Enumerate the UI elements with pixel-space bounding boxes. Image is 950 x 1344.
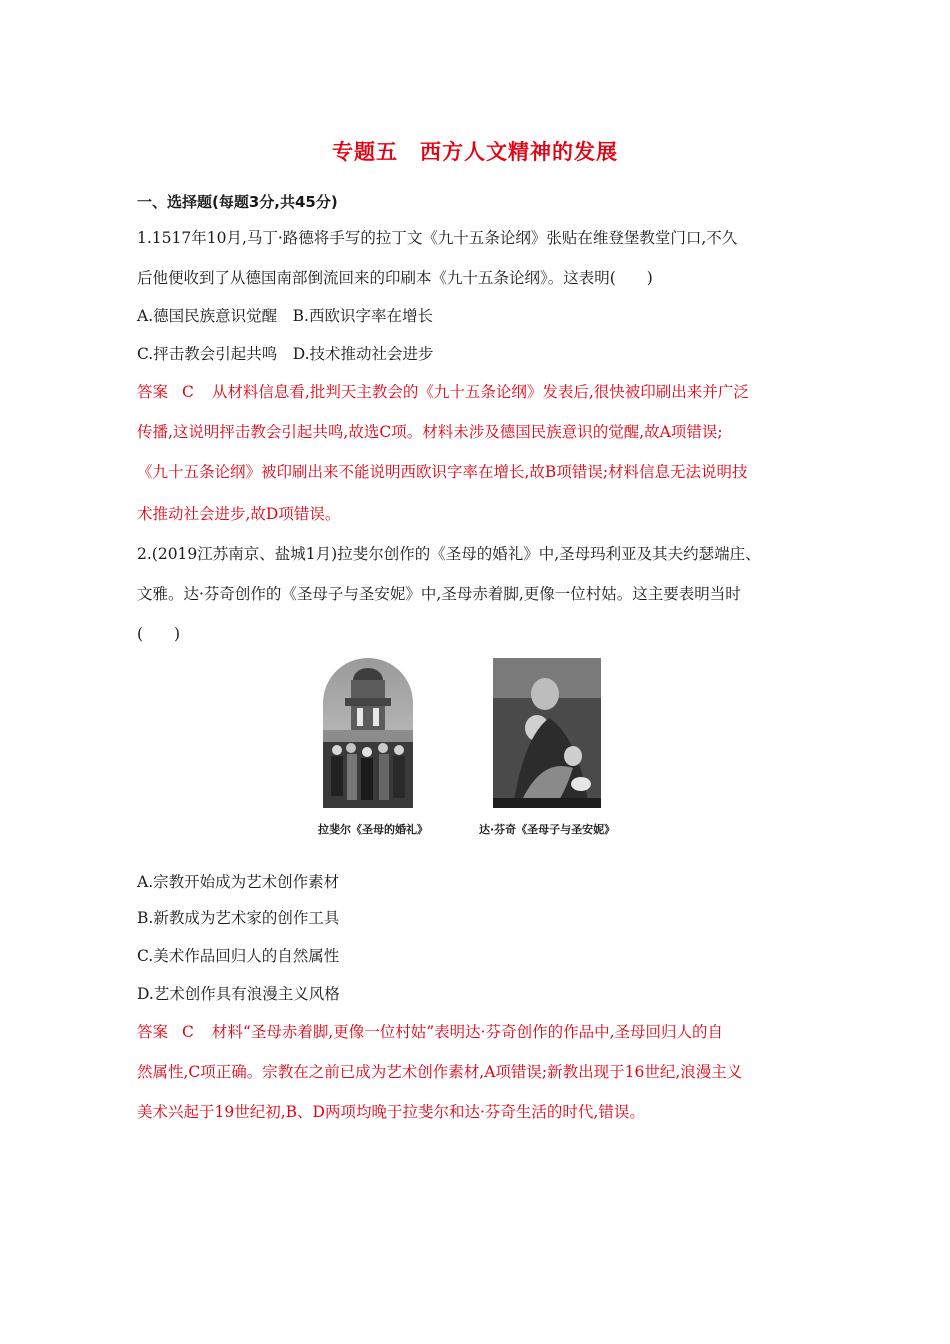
q1-analysis-1: 从材料信息看,批判天主教会的《九十五条论纲》发表后,很快被印刷出来并广泛 [211, 383, 749, 401]
page-title: 专题五 西方人文精神的发展 [332, 140, 618, 164]
q1-stem-line-1: 1.1517年10月,马丁·路德将手写的拉丁文《九十五条论纲》张贴在维登堡教堂门口,不久 [137, 229, 738, 247]
painting-raphael [323, 658, 413, 812]
section-heading: 一、选择题(每题3分,共45分) [137, 193, 338, 211]
q1-analysis-line-4: 术推动社会进步,故D项错误。 [137, 505, 341, 523]
painting-raphael-image [323, 658, 413, 808]
q2-analysis-1: 材料“圣母赤着脚,更像一位村姑”表明达·芬奇创作的作品中,圣母回归人的自 [211, 1023, 724, 1041]
painting-davinci [493, 658, 601, 812]
q1-analysis-line-2: 传播,这说明抨击教会引起共鸣,故选C项。材料未涉及德国民族意识的觉醒,故A项错误; [137, 423, 723, 441]
figure-left-caption: 拉斐尔《圣母的婚礼》 [318, 823, 428, 836]
q1-answer-label: 答案 [137, 383, 169, 401]
q2-option-a: A.宗教开始成为艺术创作素材 [137, 873, 340, 891]
q2-stem-line-3: ( ) [137, 625, 181, 643]
q1-options-line-1: A.德国民族意识觉醒 B.西欧识字率在增长 [137, 307, 433, 325]
q2-answer-line [137, 1021, 817, 1043]
q2-analysis-line-2: 然属性,C项正确。宗教在之前已成为艺术创作素材,A项错误;新教出现于16世纪,浪漫主义 [137, 1063, 743, 1081]
q1-analysis-line-3: 《九十五条论纲》被印刷出来不能说明西欧识字率在增长,故B项错误;材料信息无法说明技 [137, 463, 748, 481]
q1-options-line-2: C.抨击教会引起共鸣 D.技术推动社会进步 [137, 345, 434, 363]
q2-stem-line-1: 2.(2019江苏南京、盐城1月)拉斐尔创作的《圣母的婚礼》中,圣母玛利亚及其夫约瑟端庄、 [137, 545, 761, 563]
q2-analysis-line-3: 美术兴起于19世纪初,B、D两项均晚于拉斐尔和达·芬奇生活的时代,错误。 [137, 1103, 645, 1121]
q1-stem-line-2: 后他便收到了从德国南部倒流回来的印刷本《九十五条论纲》。这表明( ) [137, 269, 653, 287]
painting-davinci-image [493, 658, 601, 808]
q2-option-d: D.艺术创作具有浪漫主义风格 [137, 985, 340, 1003]
figure-right-caption: 达·芬奇《圣母子与圣安妮》 [479, 823, 616, 836]
q2-option-b: B.新教成为艺术家的创作工具 [137, 909, 340, 927]
q2-answer-key: C [182, 1023, 194, 1041]
q2-answer-label: 答案 [137, 1023, 169, 1041]
q2-stem-line-2: 文雅。达·芬奇创作的《圣母子与圣安妮》中,圣母赤着脚,更像一位村姑。这主要表明当时 [137, 585, 741, 603]
q1-answer-line [137, 381, 817, 403]
q1-answer-key: C [182, 383, 194, 401]
q2-option-c: C.美术作品回归人的自然属性 [137, 947, 340, 965]
